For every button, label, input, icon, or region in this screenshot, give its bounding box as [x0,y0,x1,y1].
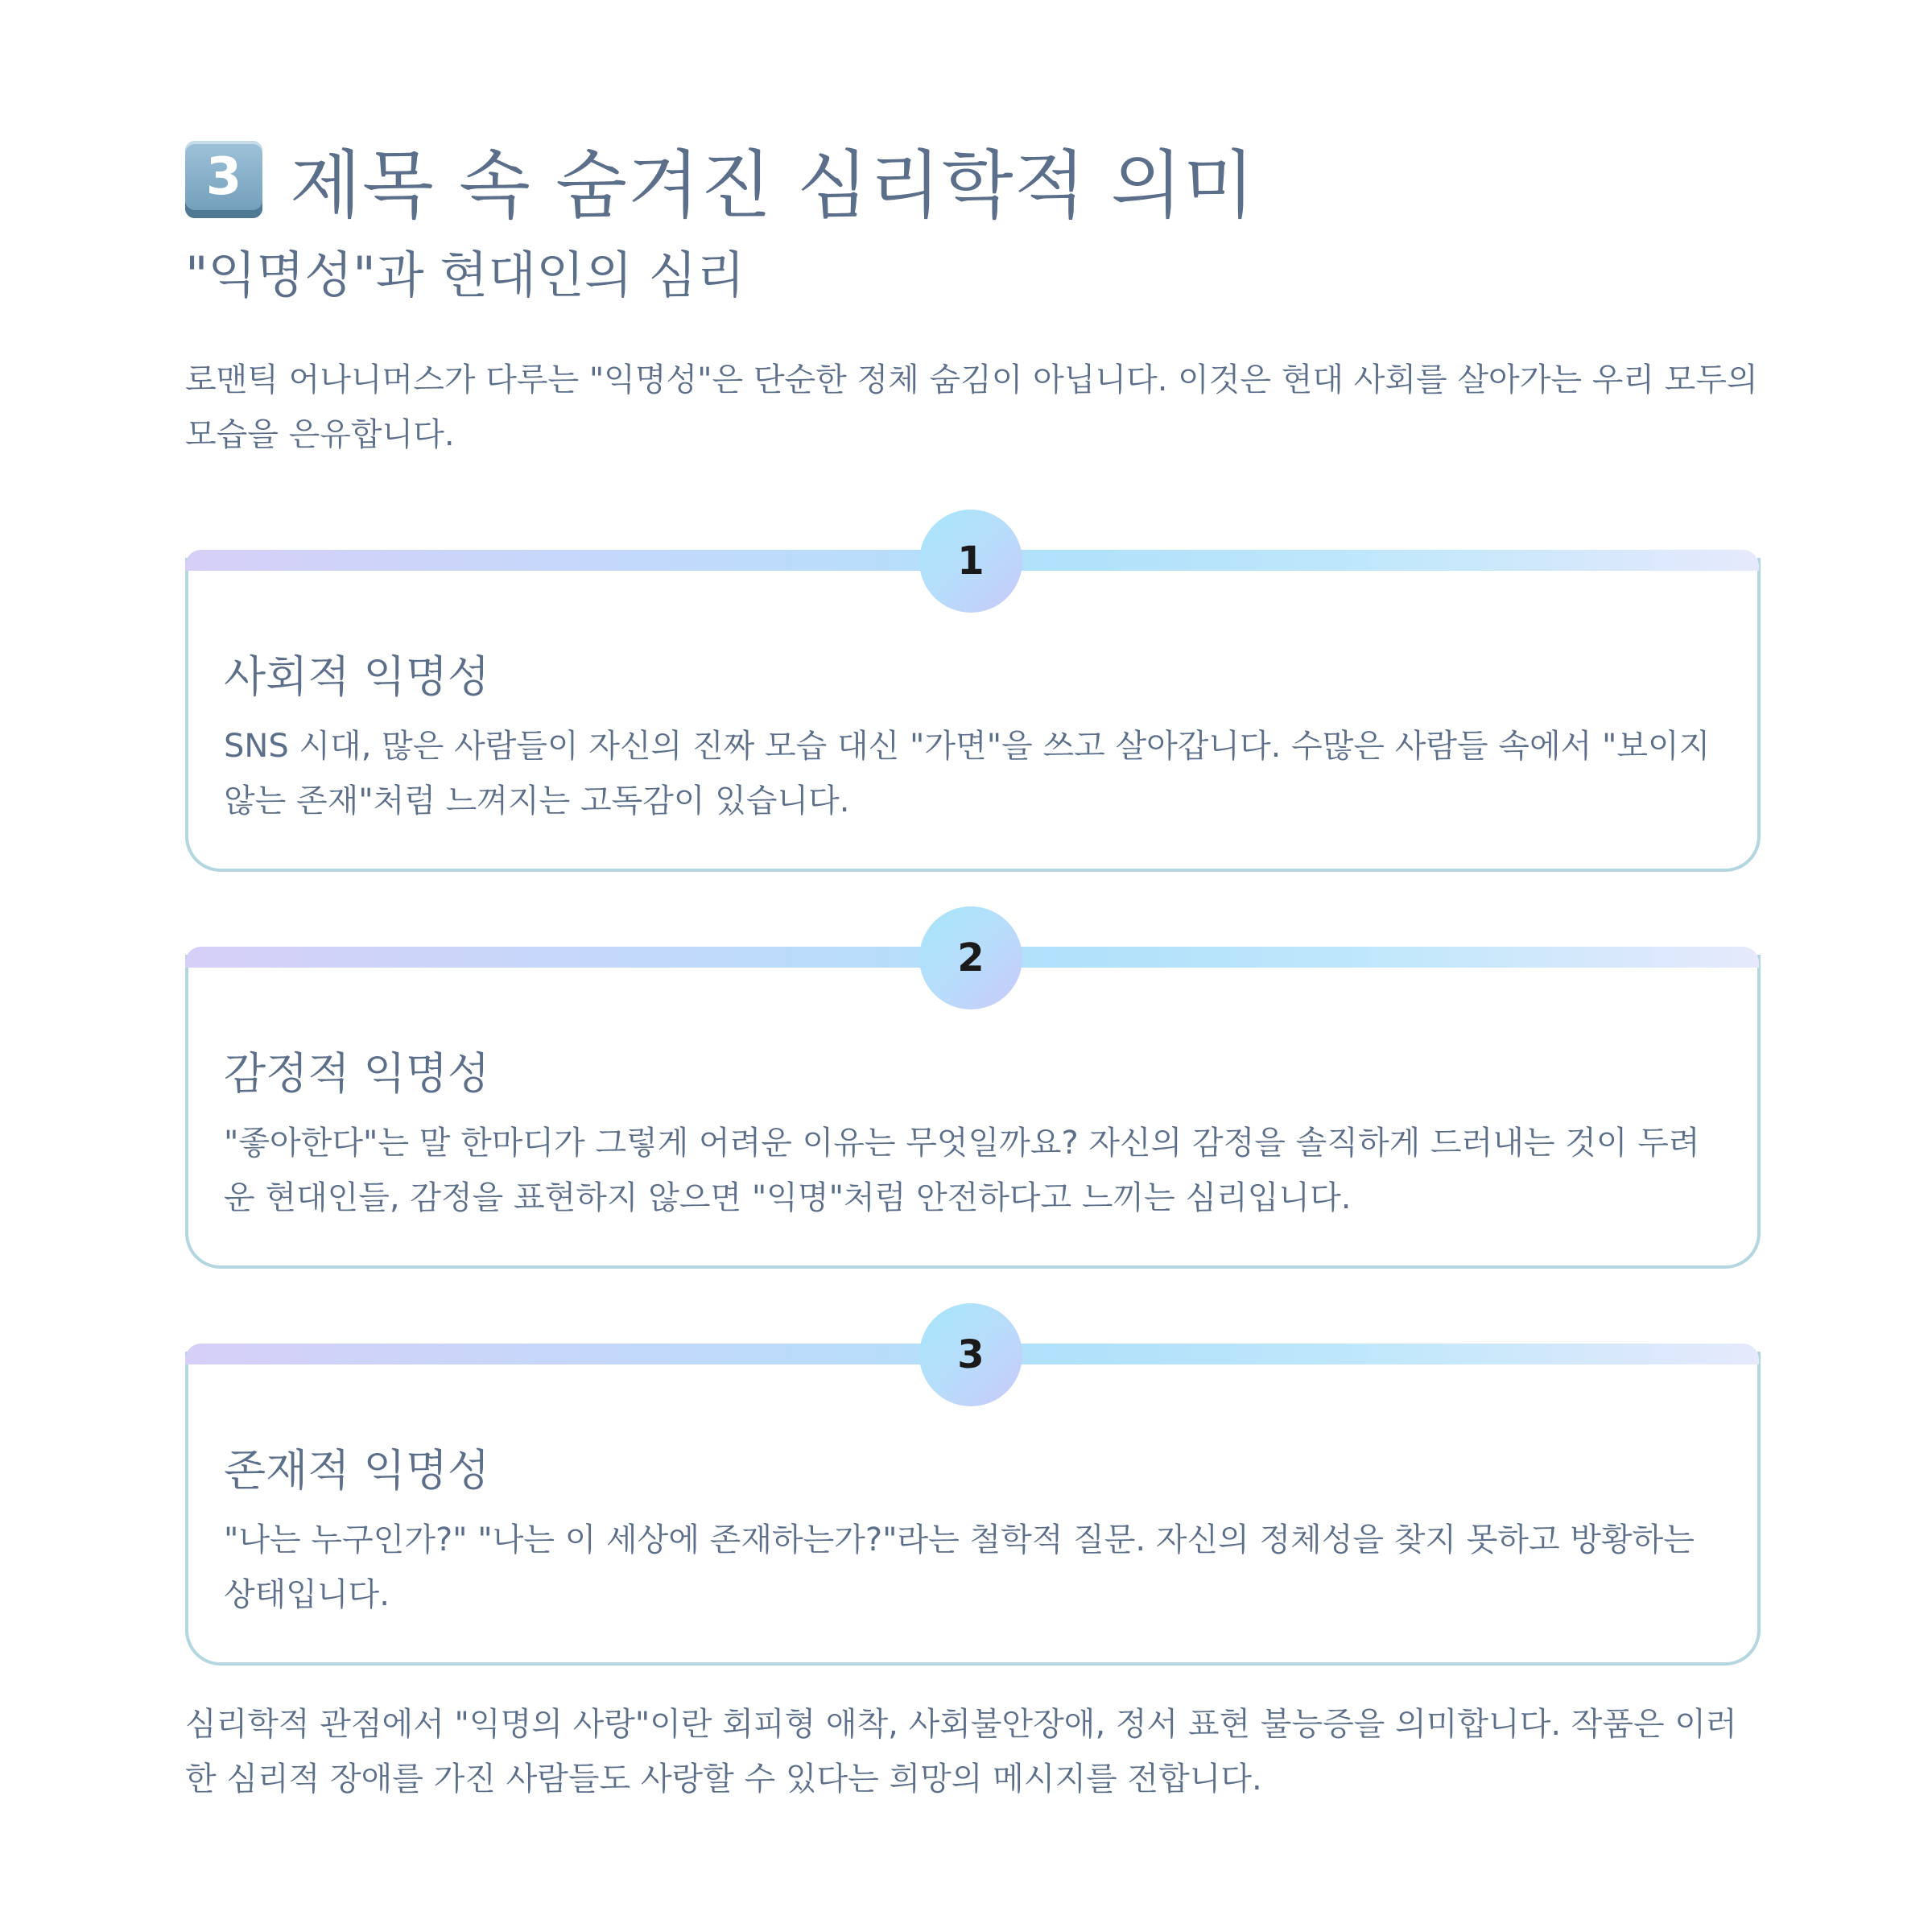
outro-paragraph: 심리학적 관점에서 "익명의 사랑"이란 회피형 애착, 사회불안장애, 정서 표현 불능증을 의미합니다. 작품은 이러한 심리적 장애를 가진 사람들도 사랑할 수 있다는 희망의 메시지를 전합니다. [185,1706,1737,1798]
page-title [185,135,1256,229]
card-text: SNS 시대, 많은 사람들이 자신의 진짜 모습 대신 "가면"을 쓰고 살아갑니다. 수많은 사람들 속에서 "보이지 않는 존재"처럼 느껴지는 고독감이 있습니다. [224,728,1711,819]
keycap-number: 3 [205,147,242,207]
intro-paragraph: 로맨틱 어나니머스가 다루는 "익명성"은 단순한 정체 숨김이 아닙니다. 이것은 현대 사회를 살아가는 우리 모두의 모습을 은유합니다. [185,361,1758,453]
card-title: 존재적 익명성 [224,1445,490,1496]
section-subtitle: "익명성"과 현대인의 심리 [185,246,745,304]
card-title: 감정적 익명성 [224,1048,490,1099]
card-title: 사회적 익명성 [224,651,490,702]
card-number-badge: 2 [919,906,1022,1009]
card-existential-anonymity [185,1332,1759,1667]
keycap-number-icon [185,141,262,218]
card-text: "나는 누구인가?" "나는 이 세상에 존재하는가?"라는 철학적 질문. 자신의 정체성을 찾지 못하고 방황하는 상태입니다. [224,1521,1695,1613]
card-social-anonymity [185,539,1759,873]
card-emotional-anonymity [185,935,1759,1270]
card-number-badge: 1 [919,510,1022,613]
card-number-badge: 3 [919,1303,1022,1406]
card-text: "좋아한다"는 말 한마디가 그렇게 어려운 이유는 무엇일까요? 자신의 감정을 솔직하게 드러내는 것이 두려운 현대인들, 감정을 표현하지 않으면 "익명"처럼 안전하다고 느끼는 심리입니다. [224,1125,1700,1216]
section-title: 제목 속 숨겨진 심리학적 의미 [290,142,1256,229]
